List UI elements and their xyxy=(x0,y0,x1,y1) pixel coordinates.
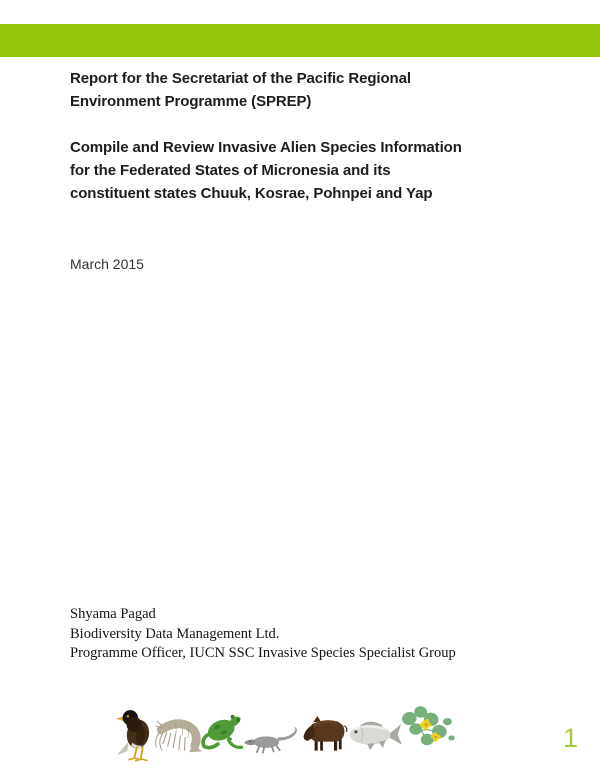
author-role: Programme Officer, IUCN SSC Invasive Species Specialist Group xyxy=(70,645,456,661)
author-block xyxy=(70,605,456,664)
fish-icon xyxy=(346,710,404,758)
lizard-icon xyxy=(242,716,304,760)
frog-icon xyxy=(196,702,248,760)
shrimp-icon xyxy=(154,712,202,762)
page-number: 1 xyxy=(562,723,578,753)
report-title-primary xyxy=(70,67,411,113)
author-organisation: Biodiversity Data Management Ltd. xyxy=(70,625,280,642)
species-illustration-strip xyxy=(114,698,466,764)
title-line: Compile and Review Invasive Alien Species Information xyxy=(70,139,462,156)
header-accent-bar xyxy=(0,24,600,57)
title-line: constituent states Chuuk, Kosrae, Pohnpei and Yap xyxy=(70,185,433,202)
title-line: Report for the Secretariat of the Pacific Regional xyxy=(70,70,411,87)
report-date: March 2015 xyxy=(70,256,144,272)
author-name: Shyama Pagad xyxy=(70,606,156,622)
report-title-secondary xyxy=(70,136,462,205)
plant-icon xyxy=(398,699,458,759)
title-line: for the Federated States of Micronesia and its xyxy=(70,162,391,179)
title-line: Environment Programme (SPREP) xyxy=(70,93,312,110)
pig-icon xyxy=(298,706,352,762)
